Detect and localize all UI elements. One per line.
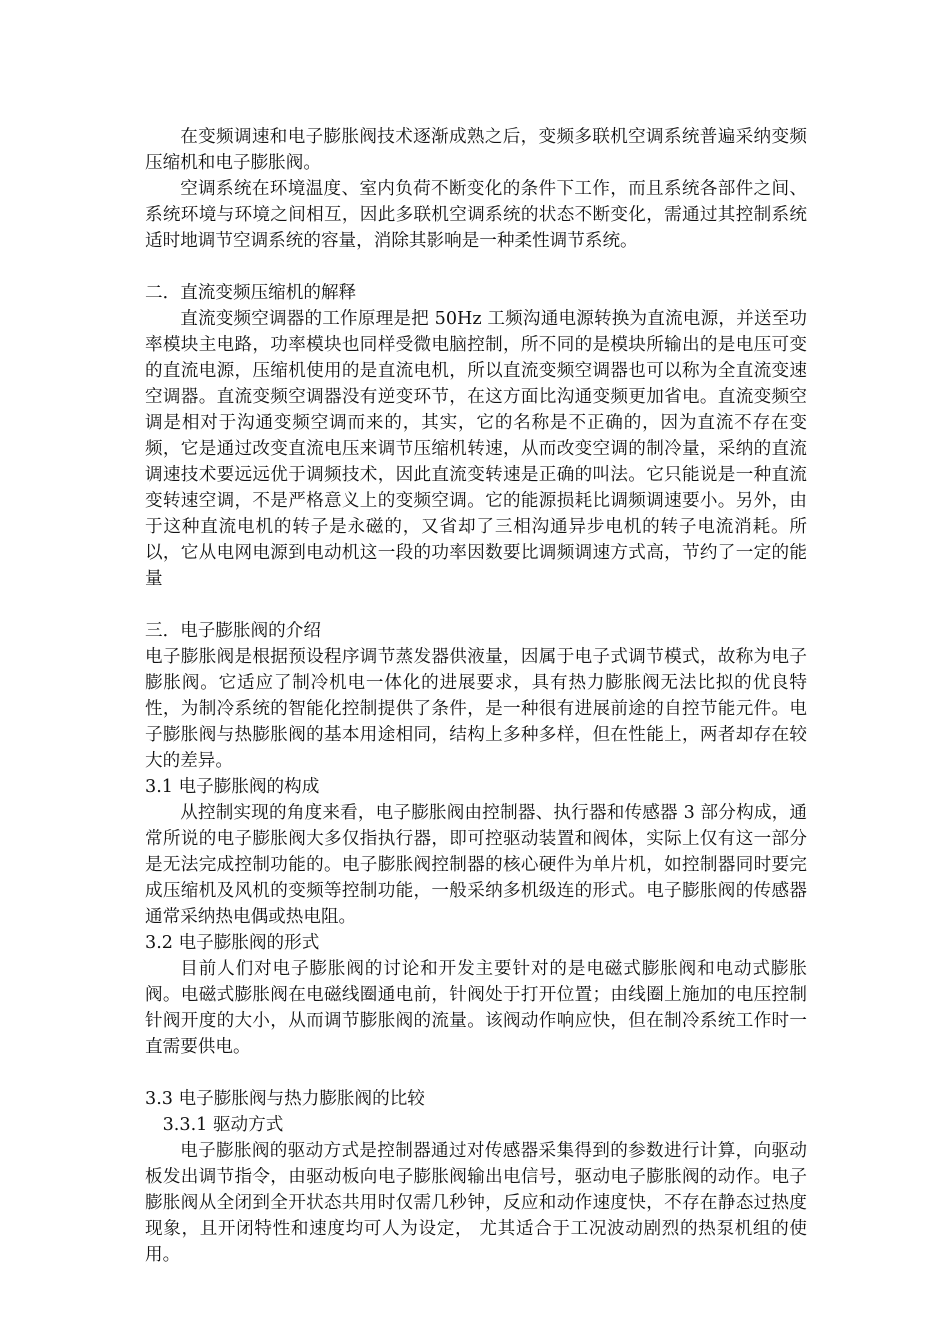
section-2-body: 直流变频空调器的工作原理是把 50Hz 工频沟通电源转换为直流电源，并送至功率模块主电路，功率模块也同样受微电脑控制，所不同的是模块所输出的是电压可变的直流电源，压缩机使用的是直流电机，所以直流变频空调器也可以称为全直流变速空调器。直流变频空调器没有逆变环节，在这方面比沟通变频更加省电。直流变频空调是相对于沟通变频空调而来的，其实，它的名称是不正确的，因为直流不存在变频，它是通过改变直流电压来调节压缩机转速，从而改变空调的制冷量，采纳的直流调速技术要远远优于调频技术，因此直流变转速是正确的叫法。它只能说是一种直流变转速空调，不是严格意义上的变频空调。它的能源损耗比调频调速要小。另外，由于这种直流电机的转子是永磁的，又省却了三相沟通异步电机的转子电流消耗。所以，它从电网电源到电动机这一段的功率因数要比调频调速方式高，节约了一定的能量 [145, 309, 807, 589]
section-3-2-body: 目前人们对电子膨胀阀的讨论和开发主要针对的是电磁式膨胀阀和电动式膨胀阀。电磁式膨胀阀在电磁线圈通电前，针阀处于打开位置；由线圈上施加的电压控制针阀开度的大小，从而调节膨胀阀的流量。该阀动作响应快，但在制冷系统工作时一直需要供电。 [145, 959, 807, 1057]
section-3-2-heading: 3.2 电子膨胀阀的形式 [145, 933, 320, 953]
intro-paragraph-2: 空调系统在环境温度、室内负荷不断变化的条件下工作，而且系统各部件之间、系统环境与环境之间相互，因此多联机空调系统的状态不断变化，需通过其控制系统适时地调节空调系统的容量，消除其影响是一种柔性调节系统。 [145, 179, 807, 251]
section-3-1-heading: 3.1 电子膨胀阀的构成 [145, 777, 320, 797]
section-3-body: 电子膨胀阀是根据预设程序调节蒸发器供液量，因属于电子式调节模式，故称为电子膨胀阀。它适应了制冷机电一体化的进展要求，具有热力膨胀阀无法比拟的优良特性，为制冷系统的智能化控制提供了条件，是一种很有进展前途的自控节能元件。电子膨胀阀与热膨胀阀的基本用途相同，结构上多种多样，但在性能上，两者却存在较大的差异。 [145, 647, 807, 771]
intro-paragraph-1: 在变频调速和电子膨胀阀技术逐渐成熟之后，变频多联机空调系统普遍采纳变频压缩机和电子膨胀阀。 [145, 127, 807, 173]
section-2-heading: 二．直流变频压缩机的解释 [145, 283, 357, 303]
section-3-3-heading: 3.3 电子膨胀阀与热力膨胀阀的比较 [145, 1089, 425, 1109]
section-3-3-1-body: 电子膨胀阀的驱动方式是控制器通过对传感器采集得到的参数进行计算，向驱动板发出调节指令，由驱动板向电子膨胀阀输出电信号，驱动电子膨胀阀的动作。电子膨胀阀从全闭到全开状态共用时仅需几秒钟，反应和动作速度快，不存在静态过热度现象，且开闭特性和速度均可人为设定， 尤其适合于工况波动剧烈的热泵机组的使用。 [145, 1141, 807, 1265]
section-3-1-body: 从控制实现的角度来看，电子膨胀阀由控制器、执行器和传感器 3 部分构成，通常所说的电子膨胀阀大多仅指执行器，即可控驱动装置和阀体，实际上仅有这一部分是无法完成控制功能的。电子膨胀阀控制器的核心硬件为单片机，如控制器同时要完成压缩机及风机的变频等控制功能，一般采纳多机级连的形式。电子膨胀阀的传感器通常采纳热电偶或热电阻。 [145, 803, 807, 927]
blank-line [145, 592, 807, 618]
section-3-heading: 三．电子膨胀阀的介绍 [145, 621, 321, 641]
document-page [145, 124, 807, 1268]
blank-line [145, 1060, 807, 1086]
section-3-3-1-heading: 3.3.1 驱动方式 [162, 1115, 284, 1135]
blank-line [145, 254, 807, 280]
